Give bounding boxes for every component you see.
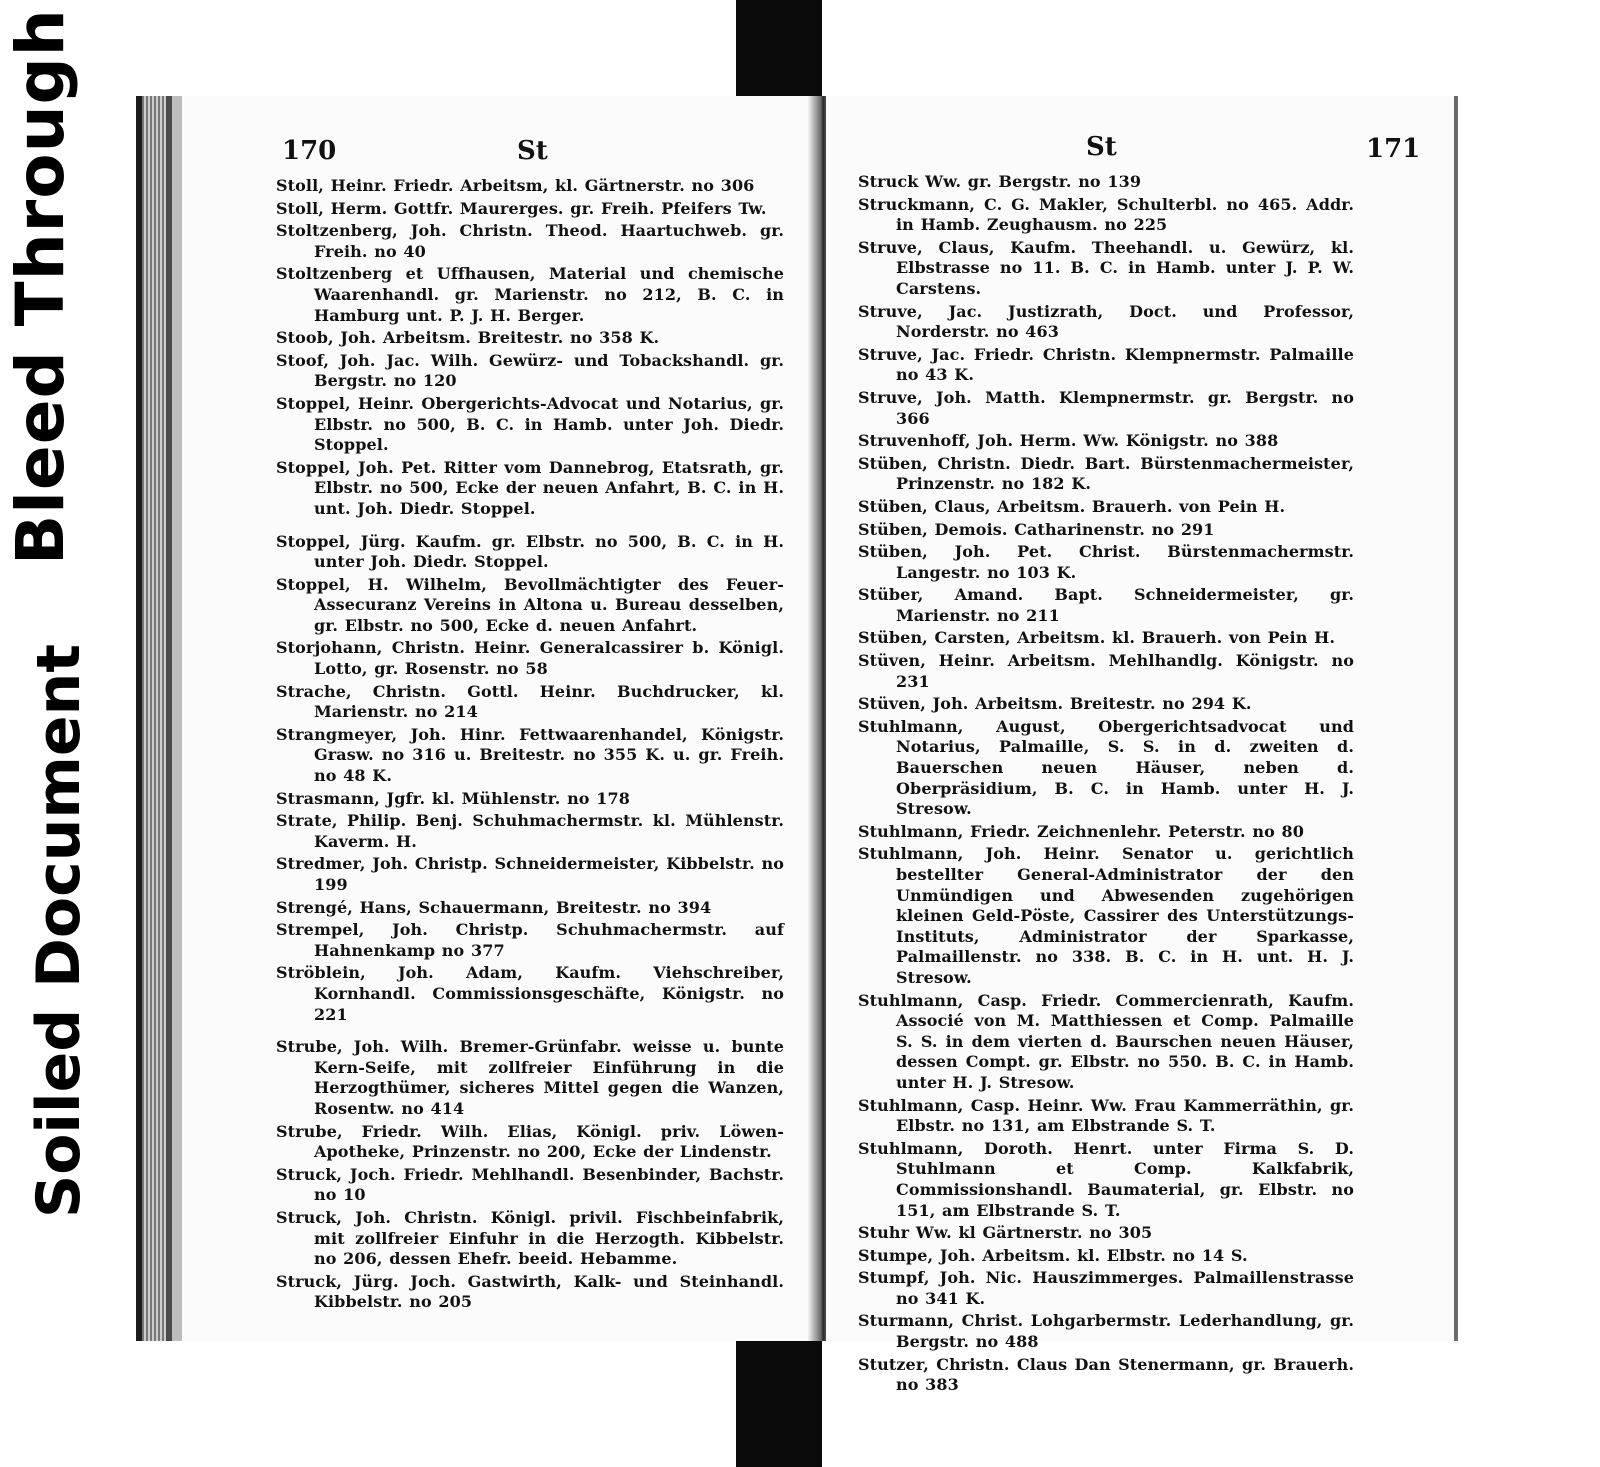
right-entry-list <box>858 172 1354 1398</box>
directory-entry: Stoppel, Jürg. Kaufm. gr. Elbstr. no 500, B. C. in H. unter Joh. Diedr. Stoppel. <box>276 531 784 572</box>
directory-entry: Stuhlmann, August, Obergerichtsadvocat und Notarius, Palmaille, S. S. in d. zweiten d. Bauerschen neuen Häuser, neben d. Oberpräsidium, B. C. in Hamb. unter H. J. Stresow. <box>858 716 1354 819</box>
directory-entry: Stuhlmann, Casp. Heinr. Ww. Frau Kammerräthin, gr. Elbstr. no 131, am Elbstrande S. T. <box>858 1095 1354 1136</box>
ribbon-bottom <box>736 1320 822 1467</box>
directory-entry: Stumpf, Joh. Nic. Hauszimmerges. Palmaillenstrasse no 341 K. <box>858 1268 1354 1308</box>
bleed-through-label: Bleed Through <box>2 8 79 565</box>
directory-entry: Stüven, Heinr. Arbeitsm. Mehlhandlg. Königstr. no 231 <box>858 651 1354 691</box>
directory-entry: Struve, Jac. Friedr. Christn. Klempnermstr. Palmaille no 43 K. <box>858 344 1354 385</box>
directory-entry: Stüber, Amand. Bapt. Schneidermeister, gr. Marienstr. no 211 <box>858 585 1354 625</box>
directory-entry: Stuhlmann, Doroth. Henrt. unter Firma S. D. Stuhlmann et Comp. Kalkfabrik, Commissionshandl. Baumaterial, gr. Elbstr. no 151, am Elbstrande S. T. <box>858 1138 1354 1220</box>
directory-entry: Stuhlmann, Friedr. Zeichnenlehr. Peterstr. no 80 <box>858 821 1305 841</box>
directory-entry: Stüben, Carsten, Arbeitsm. kl. Brauerh. von Pein H. <box>858 628 1336 648</box>
directory-entry: Struve, Joh. Matth. Klempnermstr. gr. Bergstr. no 366 <box>858 387 1354 428</box>
directory-entry: Stoppel, Joh. Pet. Ritter vom Dannebrog, Etatsrath, gr. Elbstr. no 500, Ecke der neuen Anfahrt, B. C. in H. unt. Joh. Diedr. Stoppel. <box>276 457 784 518</box>
directory-entry: Storjohann, Christn. Heinr. Generalcassirer b. Königl. Lotto, gr. Rosenstr. no 58 <box>276 638 784 679</box>
left-page <box>166 96 844 1341</box>
soiled-document-label: Soiled Document <box>24 643 94 1218</box>
directory-entry: Stüven, Joh. Arbeitsm. Breitestr. no 294 K. <box>858 694 1252 714</box>
directory-entry: Strengé, Hans, Schauermann, Breitestr. no 394 <box>276 897 712 917</box>
directory-entry: Stüben, Demois. Catharinenstr. no 291 <box>858 519 1215 539</box>
directory-entry: Stüben, Claus, Arbeitsm. Brauerh. von Pein H. <box>858 496 1286 516</box>
right-page <box>826 96 1458 1395</box>
directory-entry: Stutzer, Christn. Claus Dan Stenermann, gr. Brauerh. no 383 <box>858 1354 1354 1395</box>
directory-entry: Struck Ww. gr. Bergstr. no 139 <box>858 172 1142 191</box>
directory-entry: Stoll, Heinr. Friedr. Arbeitsm, kl. Gärtnerstr. no 306 <box>276 176 755 195</box>
directory-entry: Struve, Claus, Kaufm. Theehandl. u. Gewürz, kl. Elbstrasse no 11. B. C. in Hamb. unter J. P. W. Carstens. <box>858 237 1354 298</box>
directory-entry: Sturmann, Christ. Lohgarbermstr. Lederhandlung, gr. Bergstr. no 488 <box>858 1311 1354 1352</box>
directory-entry: Strache, Christn. Gottl. Heinr. Buchdrucker, kl. Marienstr. no 214 <box>276 681 784 722</box>
directory-entry: Stüben, Joh. Pet. Christ. Bürstenmachermstr. Langestr. no 103 K. <box>858 542 1354 582</box>
left-page-number: 170 <box>282 136 337 166</box>
directory-entry: Struck, Jürg. Joch. Gastwirth, Kalk- und Steinhandl. Kibbelstr. no 205 <box>276 1271 784 1312</box>
directory-entry: Struve, Jac. Justizrath, Doct. und Professor, Norderstr. no 463 <box>858 301 1354 342</box>
left-entry-list <box>276 176 784 1315</box>
directory-entry: Strangmeyer, Joh. Hinr. Fettwaarenhandel, Königstr. Grasw. no 316 u. Breitestr. no 355 K. u. gr. Freih. no 48 K. <box>276 724 784 786</box>
directory-entry: Struck, Joh. Christn. Königl. privil. Fischbeinfabrik, mit zollfreier Einfuhr in die Herzogth. Kibbelstr. no 206, dessen Ehefr. beeid. Hebamme. <box>276 1207 784 1269</box>
directory-entry: Stoltzenberg, Joh. Christn. Theod. Haartuchweb. gr. Freih. no 40 <box>276 221 784 261</box>
directory-entry: Ströblein, Joh. Adam, Kaufm. Viehschreiber, Kornhandl. Commissionsgeschäfte, Königstr. no 221 <box>276 963 784 1024</box>
directory-entry: Stoof, Joh. Jac. Wilh. Gewürz- und Tobackshandl. gr. Bergstr. no 120 <box>276 350 784 391</box>
directory-entry: Strate, Philip. Benj. Schuhmachermstr. kl. Mühlenstr. Kaverm. H. <box>276 811 784 851</box>
right-running-head: St <box>1086 132 1117 162</box>
directory-entry: Stumpe, Joh. Arbeitsm. kl. Elbstr. no 14 S. <box>858 1245 1248 1265</box>
open-book <box>136 96 1458 1395</box>
directory-entry: Stuhr Ww. kl Gärtnerstr. no 305 <box>858 1223 1153 1243</box>
directory-entry: Strube, Friedr. Wilh. Elias, Königl. priv. Löwen-Apotheke, Prinzenstr. no 200, Ecke der Lindenstr. <box>276 1121 784 1162</box>
directory-entry: Strasmann, Jgfr. kl. Mühlenstr. no 178 <box>276 788 630 808</box>
directory-entry: Stoppel, H. Wilhelm, Bevollmächtigter des Feuer-Assecuranz Vereins in Altona u. Bureau desselben, gr. Elbstr. no 500, Ecke d. neuen Anfahrt. <box>276 574 784 635</box>
directory-entry: Stuhlmann, Casp. Friedr. Commercienrath, Kaufm. Associé von M. Matthiessen et Comp. Palmaille S. S. in dem vierten d. Baurschen neuen Häuser, dessen Compt. gr. Elbstr. no 550. B. C. in Hamb. unter H. J. Stresow. <box>858 990 1354 1092</box>
directory-entry: Stoppel, Heinr. Obergerichts-Advocat und Notarius, gr. Elbstr. no 500, B. C. in Hamb. unter Joh. Diedr. Stoppel. <box>276 393 784 455</box>
directory-entry: Stredmer, Joh. Christp. Schneidermeister, Kibbelstr. no 199 <box>276 854 784 894</box>
right-page-number: 171 <box>1366 134 1421 164</box>
directory-entry: Strempel, Joh. Christp. Schuhmachermstr. auf Hahnenkamp no 377 <box>276 920 784 960</box>
left-running-head: St <box>517 136 548 166</box>
directory-entry: Struckmann, C. G. Makler, Schulterbl. no 465. Addr. in Hamb. Zeughausm. no 225 <box>858 194 1354 235</box>
directory-entry: Struvenhoff, Joh. Herm. Ww. Königstr. no 388 <box>858 431 1279 451</box>
directory-entry: Stuhlmann, Joh. Heinr. Senator u. gerichtlich bestellter General-Administrator der den Unmündigen und Abwesenden zugehörigen kleinen Geld-Pöste, Cassirer des Unterstützungs-Instituts, Administrator der Sparkasse, Palmaillenstr. no 338. B. C. in H. unt. H. J. Stresow. <box>858 844 1354 987</box>
page-edges <box>142 96 166 1341</box>
directory-entry: Stoll, Herm. Gottfr. Maurerges. gr. Freih. Pfeifers Tw. <box>276 198 767 218</box>
directory-entry: Stüben, Christn. Diedr. Bart. Bürstenmachermeister, Prinzenstr. no 182 K. <box>858 453 1354 494</box>
directory-entry: Stoob, Joh. Arbeitsm. Breitestr. no 358 K. <box>276 328 660 348</box>
directory-entry: Strube, Joh. Wilh. Bremer-Grünfabr. weisse u. bunte Kern-Seife, mit zollfreier Einführung in die Herzogthümer, sicheres Mittel gegen die Wanzen, Rosentw. no 414 <box>276 1037 784 1118</box>
directory-entry: Stoltzenberg et Uffhausen, Material und chemische Waarenhandl. gr. Marienstr. no 212, B. C. in Hamburg unt. P. J. H. Berger. <box>276 264 784 325</box>
directory-entry: Struck, Joch. Friedr. Mehlhandl. Besenbinder, Bachstr. no 10 <box>276 1164 784 1205</box>
